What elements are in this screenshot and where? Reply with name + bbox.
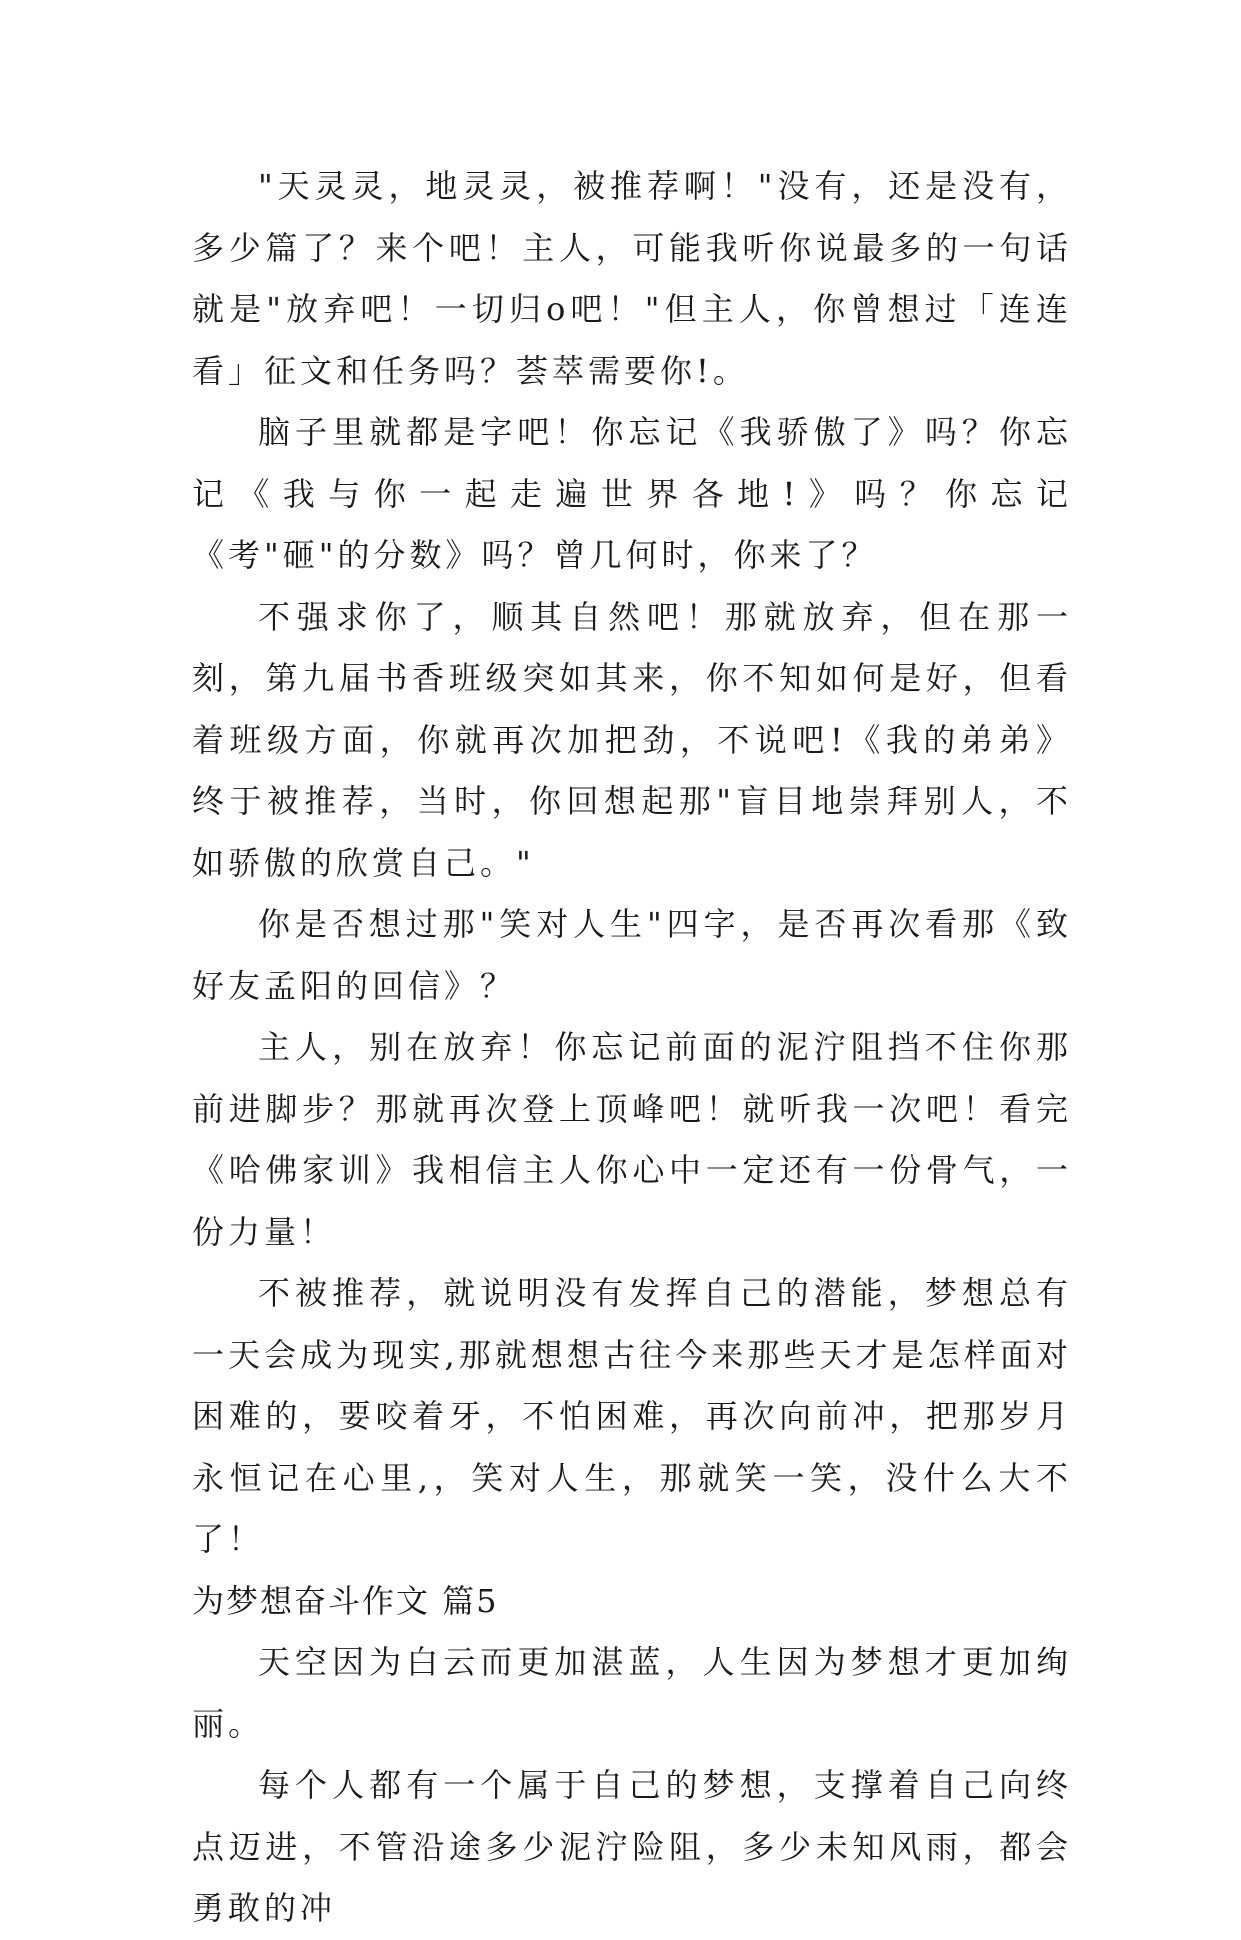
paragraph-6: 不被推荐，就说明没有发挥自己的潜能，梦想总有一天会成为现实,那就想想古往今来那些天才是怎样面对困难的，要咬着牙，不怕困难，再次向前冲，把那岁月永恒记在心里,，笑对人生，那就笑一笑，没什么大不了！ [192,1274,1072,1558]
paragraph-4: 你是否想过那"笑对人生"四字，是否再次看那《致好友孟阳的回信》？ [192,905,1072,1005]
paragraph-3: 不强求你了，顺其自然吧！那就放弃，但在那一刻，第九届书香班级突如其来，你不知如何是好，但看着班级方面，你就再次加把劲，不说吧!《我的弟弟》终于被推荐，当时，你回想起那"盲目地崇拜别人，不如骄傲的欣赏自己。" [192,597,1072,882]
document-body [192,156,1072,1940]
paragraph-1: "天灵灵，地灵灵，被推荐啊！"没有，还是没有，多少篇了？来个吧！主人，可能我听你说最多的一句话就是"放弃吧！一切归o吧！"但主人，你曾想过「连连看」征文和任务吗？荟萃需要你!。 [192,167,1072,390]
paragraph-2: 脑子里就都是字吧！你忘记《我骄傲了》吗？你忘记《我与你一起走遍世界各地!》吗？你忘记《考"砸"的分数》吗？曾几何时，你来了？ [192,413,1072,574]
paragraph-5: 主人，别在放弃！你忘记前面的泥泞阻挡不住你那前进脚步？那就再次登上顶峰吧！就听我一次吧！看完《哈佛家训》我相信主人你心中一定还有一份骨气，一份力量！ [192,1028,1072,1251]
section-heading: 为梦想奋斗作文 篇5 [192,1581,499,1620]
paragraph-7: 天空因为白云而更加湛蓝，人生因为梦想才更加绚丽。 [192,1643,1072,1743]
paragraph-8: 每个人都有一个属于自己的梦想，支撑着自己向终点迈进，不管沿途多少泥泞险阻，多少未知风雨，都会勇敢的冲 [192,1766,1072,1927]
